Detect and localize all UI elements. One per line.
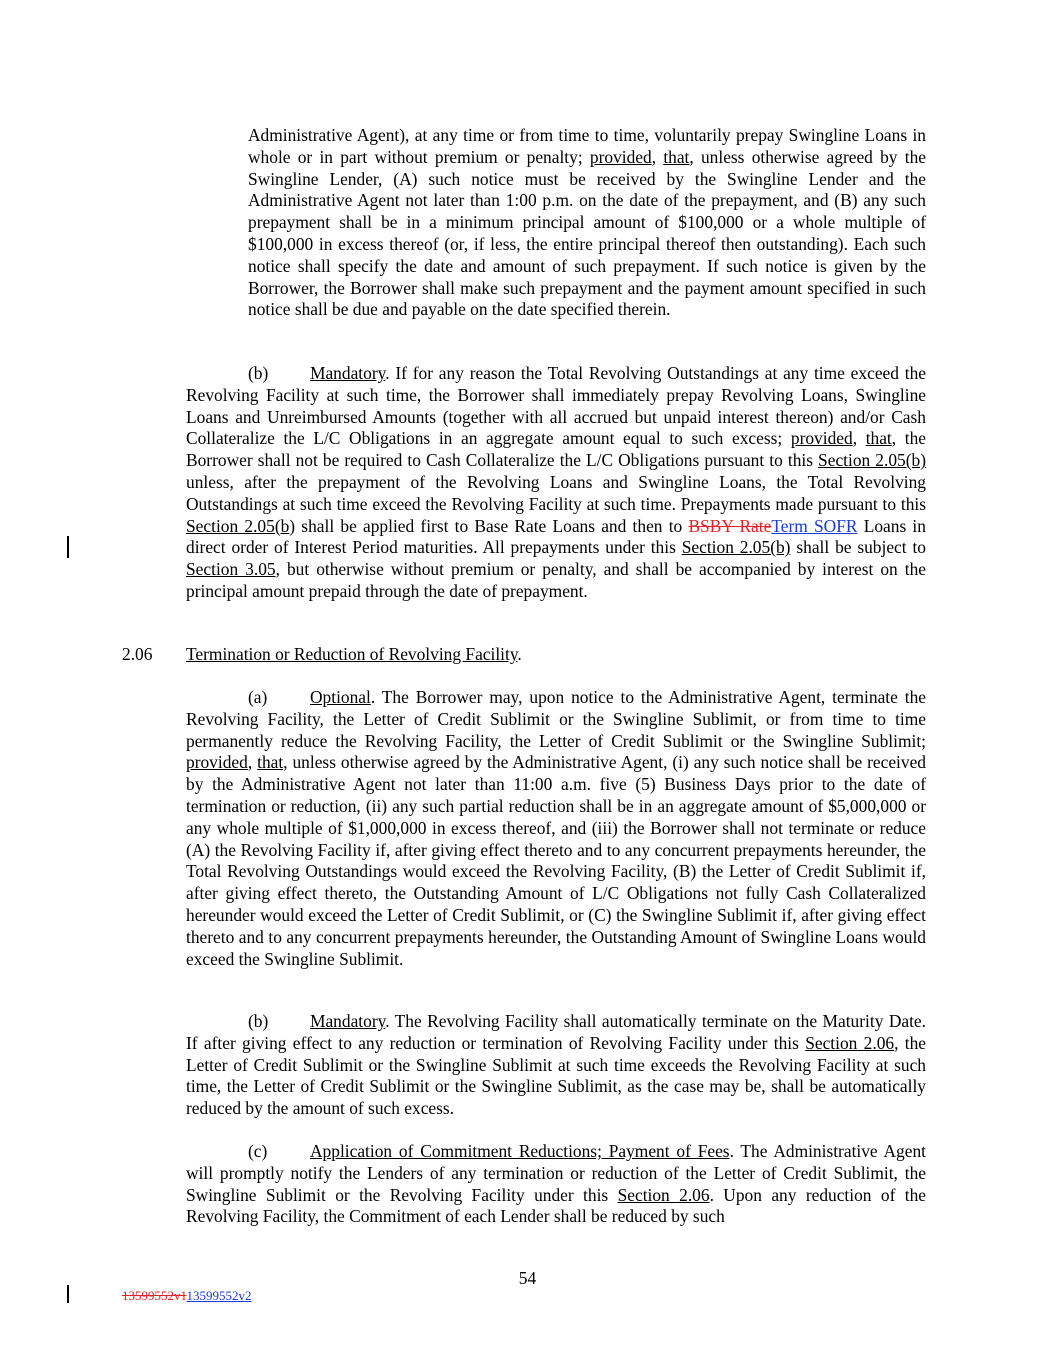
change-bar: [67, 536, 69, 558]
provided-term: provided: [589, 146, 652, 167]
section-ref: Section 2.05(b): [681, 537, 791, 558]
section-ref: Section 2.05(b): [186, 515, 296, 536]
clause-heading: Optional: [310, 687, 371, 707]
section-title: Termination or Reduction of Revolving Facility: [186, 644, 518, 664]
paragraph-continuation: Administrative Agent), at any time or from time to time, voluntarily prepay Swingline Loans in whole or in part without premium or penalty; provided, that, unless otherwise agreed by the Swingline Lender, (A) such notice must be received by the Swingline Lender and the Administrative Agent not later than 1:00 p.m. on the date of the prepayment, and (B) any such prepayment shall be in a minimum principal amount of $100,000 or a whole multiple of $100,000 in excess thereof (or, if less, the entire principal thereof then outstanding). Each such notice shall specify the date and amount of such prepayment. If such notice is given by the Borrower, the Borrower shall make such prepayment and the payment amount specified in such notice shall be due and payable on the date specified therein.: [248, 125, 926, 320]
clause-label: (c): [248, 1141, 268, 1161]
section-number: 2.06: [122, 644, 153, 664]
that-term: that: [663, 146, 690, 167]
clause-heading: Mandatory: [310, 363, 386, 383]
doc-id-deleted: 13599552v1: [122, 1288, 187, 1303]
deleted-text: BSBY Rate: [688, 515, 772, 536]
section-heading: 2.06 Termination or Reduction of Revolving Facility.: [122, 644, 522, 664]
clause-heading: Application of Commitment Reductions; Payment of Fees: [310, 1141, 730, 1161]
clause-heading: Mandatory: [310, 1011, 386, 1031]
clause-label: (a): [248, 687, 268, 707]
paragraph-2-06-a: (a) Optional. The Borrower may, upon notice to the Administrative Agent, terminate the Revolving Facility, the Letter of Credit Sublimit or the Swingline Sublimit, or from time to time permanently reduce the Revolving Facility, the Letter of Credit Sublimit or the Swingline Sublimit; provided, that, unless otherwise agreed by the Administrative Agent, (i) any such notice shall be received by the Administrative Agent not later than 11:00 a.m. five (5) Business Days prior to the date of termination or reduction, (ii) any such partial reduction shall be in an aggregate amount of $5,000,000 or any whole multiple of $1,000,000 in excess thereof, and (iii) the Borrower shall not terminate or reduce (A) the Revolving Facility if, after giving effect thereto and to any concurrent prepayments hereunder, the Total Revolving Outstandings would exceed the Revolving Facility, (B) the Letter of Credit Sublimit if, after giving effect thereto, the Outstanding Amount of L/C Obligations not fully Cash Collateralized hereunder would exceed the Letter of Credit Sublimit, or (C) the Swingline Sublimit if, after giving effect thereto and to any concurrent prepayments hereunder, the Outstanding Amount of Swingline Loans would exceed the Swingline Sublimit.: [186, 687, 926, 969]
section-ref: Section 3.05: [186, 559, 276, 580]
section-ref: Section 2.05(b): [818, 450, 926, 471]
clause-label: (b): [248, 363, 269, 383]
paragraph-2-06-b: (b) Mandatory. The Revolving Facility shall automatically terminate on the Maturity Date. If after giving effect to any reduction or termination of Revolving Facility under this Section 2.06, the Letter of Credit Sublimit or the Swingline Sublimit at such time exceeds the Revolving Facility at such time, the Letter of Credit Sublimit or the Swingline Sublimit, as the case may be, shall be automatically reduced by the amount of such excess.: [186, 1011, 926, 1119]
paragraph-2-05-b: (b) Mandatory. If for any reason the Total Revolving Outstandings at any time exceed the Revolving Facility at such time, the Borrower shall immediately prepay Revolving Loans, Swingline Loans and Unreimbursed Amounts (together with all accrued but unpaid interest thereon) and/or Cash Collateralize the L/C Obligations in an aggregate amount equal to such excess; provided, that, the Borrower shall not be required to Cash Collateralize the L/C Obligations pursuant to this Section 2.05(b) unless, after the prepayment of the Revolving Loans and Swingline Loans, the Total Revolving Outstandings at such time exceed the Revolving Facility at such time. Prepayments made pursuant to this Section 2.05(b) shall be applied first to Base Rate Loans and then to BSBY RateTerm SOFR Loans in direct order of Interest Period maturities. All prepayments under this Section 2.05(b) shall be subject to Section 3.05, but otherwise without premium or penalty, and shall be accompanied by interest on the principal amount prepaid through the date of prepayment.: [186, 363, 926, 601]
clause-label: (b): [248, 1011, 269, 1031]
paragraph-2-06-c: (c) Application of Commitment Reductions; Payment of Fees. The Administrative Agent will promptly notify the Lenders of any termination or reduction of the Letter of Credit Sublimit, the Swingline Sublimit or the Revolving Facility under this Section 2.06. Upon any reduction of the Revolving Facility, the Commitment of each Lender shall be reduced by such: [186, 1141, 926, 1227]
doc-id-inserted: 13599552v2: [186, 1288, 252, 1303]
inserted-text: Term SOFR: [771, 515, 858, 536]
document-id: [122, 1288, 252, 1304]
section-ref: Section 2.06: [805, 1032, 895, 1053]
section-ref: Section 2.06: [617, 1184, 710, 1205]
page-number: 54: [518, 1268, 537, 1288]
